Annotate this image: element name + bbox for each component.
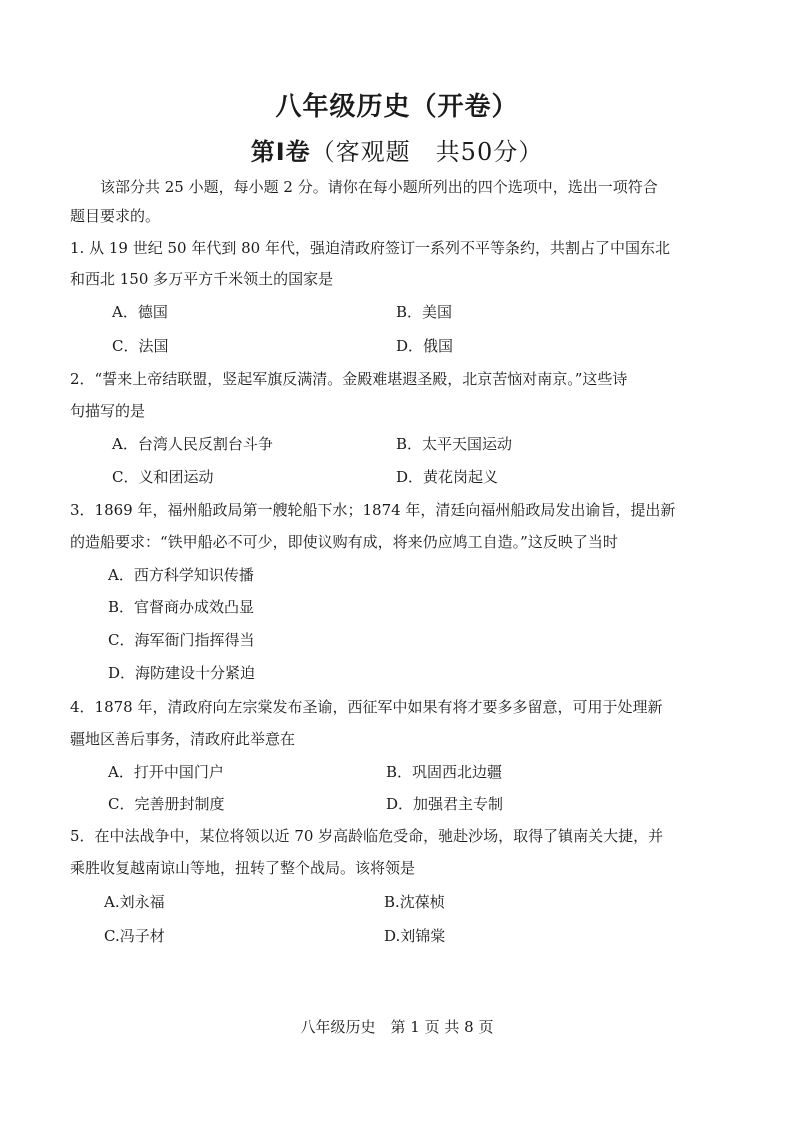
question-2-text-line-2: 句描写的是 (70, 402, 146, 420)
section-heading (0, 132, 794, 167)
question-4-text-line-1: 4．1878 年，清政府向左宗棠发布圣谕，西征军中如果有将才要多多留意，可用于处理新 (70, 698, 663, 716)
question-1-option-c[interactable]: C．法国 (112, 337, 169, 355)
question-1-option-d[interactable]: D．俄国 (396, 337, 454, 355)
question-2-option-a[interactable]: A．台湾人民反割台斗争 (112, 435, 273, 453)
question-4-option-b[interactable]: B．巩固西北边疆 (386, 763, 503, 781)
question-3-text-line-2: 的造船要求：“铁甲船必不可少，即使议购有成，将来仍应鸠工自造。”这反映了当时 (70, 533, 618, 551)
question-2-option-d[interactable]: D．黄花岗起义 (396, 468, 499, 486)
question-3-text-line-1: 3．1869 年，福州船政局第一艘轮船下水；1874 年，清廷向福州船政局发出谕旨，提出新 (70, 501, 676, 519)
question-5-text-line-2: 乘胜收复越南谅山等地，扭转了整个战局。该将领是 (70, 859, 416, 877)
question-1-option-a[interactable]: A．德国 (112, 303, 168, 321)
question-1-text-line-2: 和西北 150 多万平方千米领土的国家是 (70, 270, 334, 288)
question-2-option-b[interactable]: B．太平天国运动 (396, 435, 513, 453)
question-3-option-c[interactable]: C．海军衙门指挥得当 (108, 631, 255, 649)
question-2-text-line-1: 2．“誓来上帝结联盟，竖起军旗反满清。金殿难堪遐圣殿，北京苦恼对南京。”这些诗 (70, 370, 628, 388)
section-label: 第Ⅰ卷 (250, 138, 311, 166)
question-5-text-line-1: 5．在中法战争中，某位将领以近 70 岁高龄临危受命，驰赴沙场，取得了镇南关大捷，并 (70, 827, 664, 845)
question-3-option-b[interactable]: B．官督商办成效凸显 (108, 598, 255, 616)
instructions-line-2: 题目要求的。 (70, 207, 161, 225)
question-5-option-a[interactable]: A.刘永福 (104, 893, 165, 911)
question-4-option-a[interactable]: A．打开中国门户 (108, 763, 224, 781)
question-5-option-b[interactable]: B.沈葆桢 (384, 893, 445, 911)
question-2-option-c[interactable]: C．义和团运动 (112, 468, 214, 486)
exam-title: 八年级历史（开卷） (275, 92, 519, 122)
question-5-option-c[interactable]: C.冯子材 (104, 927, 165, 945)
instructions-line-1: 该部分共 25 小题，每小题 2 分。请你在每小题所列出的四个选项中，选出一项符合 (70, 178, 658, 196)
page-footer: 八年级历史 第 1 页 共 8 页 (300, 1018, 494, 1036)
question-1-option-b[interactable]: B．美国 (396, 303, 453, 321)
question-3-option-a[interactable]: A．西方科学知识传播 (108, 566, 254, 584)
question-4-option-d[interactable]: D．加强君主专制 (386, 795, 504, 813)
question-1-text-line-1: 1. 从 19 世纪 50 年代到 80 年代，强迫清政府签订一系列不平等条约，共割占了中国东北 (70, 239, 670, 257)
question-3-option-d[interactable]: D．海防建设十分紧迫 (108, 664, 256, 682)
question-4-option-c[interactable]: C．完善册封制度 (108, 795, 225, 813)
question-5-option-d[interactable]: D.刘锦棠 (384, 927, 446, 945)
question-4-text-line-2: 疆地区善后事务，清政府此举意在 (70, 730, 296, 748)
section-description: （客观题 共50分） (310, 138, 544, 166)
